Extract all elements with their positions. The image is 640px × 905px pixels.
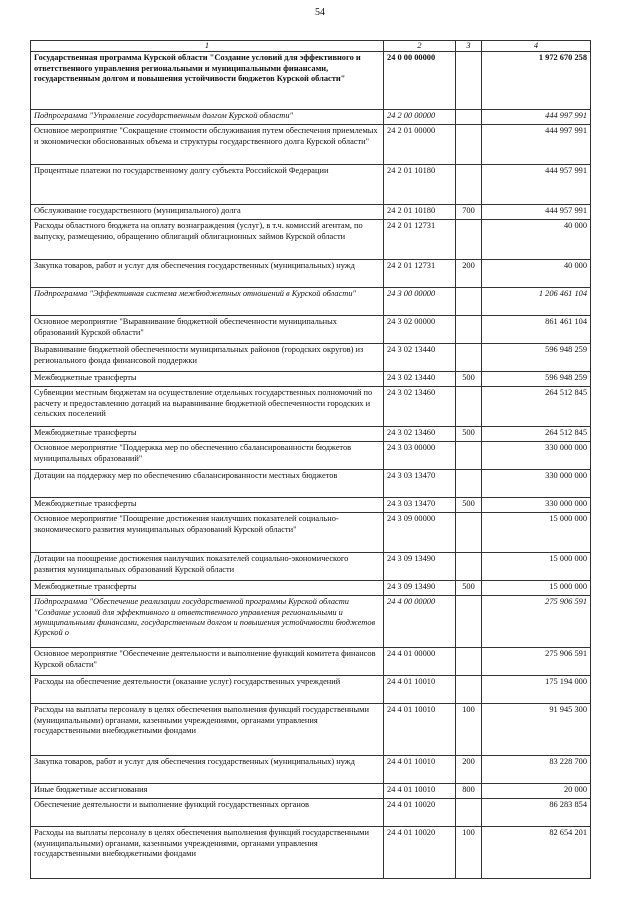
row-code: 24 2 00 00000 <box>384 110 456 125</box>
row-name: Выравнивание бюджетной обеспеченности муниципальных районов (городских округов) из регионального фонда финансовой поддержки <box>31 344 384 372</box>
table-row <box>31 827 591 879</box>
row-code: 24 4 01 10020 <box>384 827 456 879</box>
row-expense-type: 500 <box>456 372 482 387</box>
row-expense-type <box>456 220 482 260</box>
header-col-1: 1 <box>31 41 384 52</box>
row-name: Подпрограмма "Эффективная система межбюджетных отношений в Курской области" <box>31 288 384 316</box>
row-sum: 275 906 591 <box>482 596 591 648</box>
row-name: Подпрограмма "Обеспечение реализации государственной программы Курской области "Создание условий для эффективного и ответственного управления региональными и муниципальными финансами, государственным долгом и повышения устойчивости бюджетов Курской о <box>31 596 384 648</box>
row-expense-type <box>456 165 482 205</box>
row-expense-type: 500 <box>456 581 482 596</box>
row-expense-type: 100 <box>456 827 482 879</box>
row-name: Межбюджетные трансферты <box>31 581 384 596</box>
row-expense-type: 700 <box>456 205 482 220</box>
table-row <box>31 260 591 288</box>
row-sum: 330 000 000 <box>482 442 591 470</box>
row-code: 24 3 09 13490 <box>384 553 456 581</box>
row-code: 24 4 01 10010 <box>384 756 456 784</box>
row-expense-type <box>456 288 482 316</box>
row-code: 24 2 01 10180 <box>384 165 456 205</box>
row-sum: 83 228 700 <box>482 756 591 784</box>
row-sum: 275 906 591 <box>482 648 591 676</box>
row-name: Основное мероприятие "Обеспечение деятельности и выполнение функций комитета финансов Курской области" <box>31 648 384 676</box>
table-row <box>31 581 591 596</box>
table-header-row <box>31 41 591 52</box>
row-name: Основное мероприятие "Поощрение достижения наилучших показателей социально-экономического развития муниципальных образований Курской области" <box>31 513 384 553</box>
row-code: 24 4 01 00000 <box>384 648 456 676</box>
row-sum: 40 000 <box>482 260 591 288</box>
row-name: Расходы областного бюджета на оплату вознаграждения (услуг), в т.ч. комиссий агентам, по выпуску, размещению, обращению облигаций облигационных займов Курской области <box>31 220 384 260</box>
row-sum: 15 000 000 <box>482 553 591 581</box>
table-row <box>31 470 591 498</box>
row-code: 24 2 01 10180 <box>384 205 456 220</box>
row-expense-type <box>456 442 482 470</box>
table-row <box>31 648 591 676</box>
table-row <box>31 52 591 110</box>
row-expense-type <box>456 513 482 553</box>
table-row <box>31 799 591 827</box>
row-code: 24 3 02 13440 <box>384 344 456 372</box>
row-name: Межбюджетные трансферты <box>31 498 384 513</box>
row-name: Основное мероприятие "Сокращение стоимости обслуживания путем обеспечения приемлемых и экономически обоснованных объема и структуры государственного долга Курской области" <box>31 125 384 165</box>
row-expense-type <box>456 648 482 676</box>
row-expense-type <box>456 110 482 125</box>
row-name: Государственная программа Курской области "Создание условий для эффективного и ответственного управления региональными и муниципальными финансами, государственным долгом и повышения устойчивости бюджетов Курской области" <box>31 52 384 110</box>
row-sum: 330 000 000 <box>482 470 591 498</box>
row-code: 24 4 01 10010 <box>384 784 456 799</box>
row-name: Основное мероприятие "Выравнивание бюджетной обеспеченности муниципальных образований Курской области" <box>31 316 384 344</box>
budget-table <box>30 40 591 879</box>
table-row <box>31 387 591 427</box>
row-code: 24 4 00 00000 <box>384 596 456 648</box>
row-code: 24 3 03 13470 <box>384 470 456 498</box>
table-row <box>31 704 591 756</box>
row-sum: 20 000 <box>482 784 591 799</box>
row-name: Дотации на поддержку мер по обеспечению сбалансированности местных бюджетов <box>31 470 384 498</box>
header-col-4: 4 <box>482 41 591 52</box>
row-expense-type: 800 <box>456 784 482 799</box>
row-expense-type: 100 <box>456 704 482 756</box>
row-expense-type: 500 <box>456 427 482 442</box>
row-expense-type <box>456 344 482 372</box>
row-code: 24 4 01 10010 <box>384 676 456 704</box>
row-sum: 1 206 461 104 <box>482 288 591 316</box>
row-expense-type <box>456 799 482 827</box>
table-row <box>31 110 591 125</box>
table-row <box>31 205 591 220</box>
row-name: Закупка товаров, работ и услуг для обеспечения государственных (муниципальных) нужд <box>31 260 384 288</box>
row-sum: 596 948 259 <box>482 344 591 372</box>
row-sum: 15 000 000 <box>482 581 591 596</box>
row-expense-type <box>456 125 482 165</box>
row-name: Межбюджетные трансферты <box>31 427 384 442</box>
row-sum: 86 283 854 <box>482 799 591 827</box>
header-col-2: 2 <box>384 41 456 52</box>
row-code: 24 2 01 12731 <box>384 220 456 260</box>
row-expense-type <box>456 676 482 704</box>
row-sum: 596 948 259 <box>482 372 591 387</box>
table-row <box>31 756 591 784</box>
row-sum: 444 957 991 <box>482 205 591 220</box>
row-code: 24 2 01 00000 <box>384 125 456 165</box>
header-col-3: 3 <box>456 41 482 52</box>
row-name: Дотации на поощрение достижения наилучших показателей социально-экономического развития муниципальных образований Курской области <box>31 553 384 581</box>
row-expense-type: 200 <box>456 756 482 784</box>
row-sum: 91 945 300 <box>482 704 591 756</box>
row-sum: 444 997 991 <box>482 110 591 125</box>
row-name: Обслуживание государственного (муниципального) долга <box>31 205 384 220</box>
table-row <box>31 513 591 553</box>
row-code: 24 3 09 13490 <box>384 581 456 596</box>
row-code: 24 3 02 00000 <box>384 316 456 344</box>
row-expense-type <box>456 470 482 498</box>
row-sum: 330 000 000 <box>482 498 591 513</box>
row-expense-type: 500 <box>456 498 482 513</box>
page-number: 54 <box>315 7 325 18</box>
table-row <box>31 596 591 648</box>
row-sum: 1 972 670 258 <box>482 52 591 110</box>
row-sum: 264 512 845 <box>482 427 591 442</box>
row-expense-type <box>456 316 482 344</box>
row-code: 24 3 02 13460 <box>384 387 456 427</box>
row-name: Процентные платежи по государственному долгу субъекта Российской Федерации <box>31 165 384 205</box>
table-row <box>31 427 591 442</box>
row-name: Расходы на обеспечение деятельности (оказание услуг) государственных учреждений <box>31 676 384 704</box>
row-sum: 444 957 991 <box>482 165 591 205</box>
row-name: Обеспечение деятельности и выполнение функций государственных органов <box>31 799 384 827</box>
row-expense-type <box>456 387 482 427</box>
row-sum: 444 997 991 <box>482 125 591 165</box>
row-code: 24 2 01 12731 <box>384 260 456 288</box>
table-row <box>31 288 591 316</box>
row-expense-type <box>456 52 482 110</box>
row-code: 24 3 02 13460 <box>384 427 456 442</box>
row-sum: 264 512 845 <box>482 387 591 427</box>
row-code: 24 3 03 13470 <box>384 498 456 513</box>
table-row <box>31 553 591 581</box>
row-name: Иные бюджетные ассигнования <box>31 784 384 799</box>
row-expense-type: 200 <box>456 260 482 288</box>
row-name: Подпрограмма "Управление государственным долгом Курской области" <box>31 110 384 125</box>
row-code: 24 4 01 10010 <box>384 704 456 756</box>
row-code: 24 3 03 00000 <box>384 442 456 470</box>
row-name: Закупка товаров, работ и услуг для обеспечения государственных (муниципальных) нужд <box>31 756 384 784</box>
row-name: Межбюджетные трансферты <box>31 372 384 387</box>
row-sum: 15 000 000 <box>482 513 591 553</box>
table-row <box>31 784 591 799</box>
table-row <box>31 676 591 704</box>
row-expense-type <box>456 596 482 648</box>
row-code: 24 0 00 00000 <box>384 52 456 110</box>
table-row <box>31 220 591 260</box>
table-row <box>31 442 591 470</box>
row-sum: 82 654 201 <box>482 827 591 879</box>
table-row <box>31 125 591 165</box>
row-sum: 40 000 <box>482 220 591 260</box>
row-sum: 861 461 104 <box>482 316 591 344</box>
row-name: Основное мероприятие "Поддержка мер по обеспечению сбалансированности бюджетов муниципальных образований" <box>31 442 384 470</box>
row-code: 24 3 02 13440 <box>384 372 456 387</box>
row-sum: 175 194 000 <box>482 676 591 704</box>
table-row <box>31 165 591 205</box>
table-row <box>31 344 591 372</box>
table-row <box>31 316 591 344</box>
row-expense-type <box>456 553 482 581</box>
row-name: Субвенции местным бюджетам на осуществление отдельных государственных полномочий по расчету и предоставлению дотаций на выравнивание бюджетной обеспеченности городских и сельских поселений <box>31 387 384 427</box>
row-code: 24 4 01 10020 <box>384 799 456 827</box>
table-row <box>31 498 591 513</box>
row-code: 24 3 00 00000 <box>384 288 456 316</box>
row-name: Расходы на выплаты персоналу в целях обеспечения выполнения функций государственными (муниципальными) органами, казенными учреждениями, органами управления государственными внебюджетными фондами <box>31 704 384 756</box>
row-code: 24 3 09 00000 <box>384 513 456 553</box>
table-row <box>31 372 591 387</box>
row-name: Расходы на выплаты персоналу в целях обеспечения выполнения функций государственными (муниципальными) органами, казенными учреждениями, органами управления государственными внебюджетными фондами <box>31 827 384 879</box>
